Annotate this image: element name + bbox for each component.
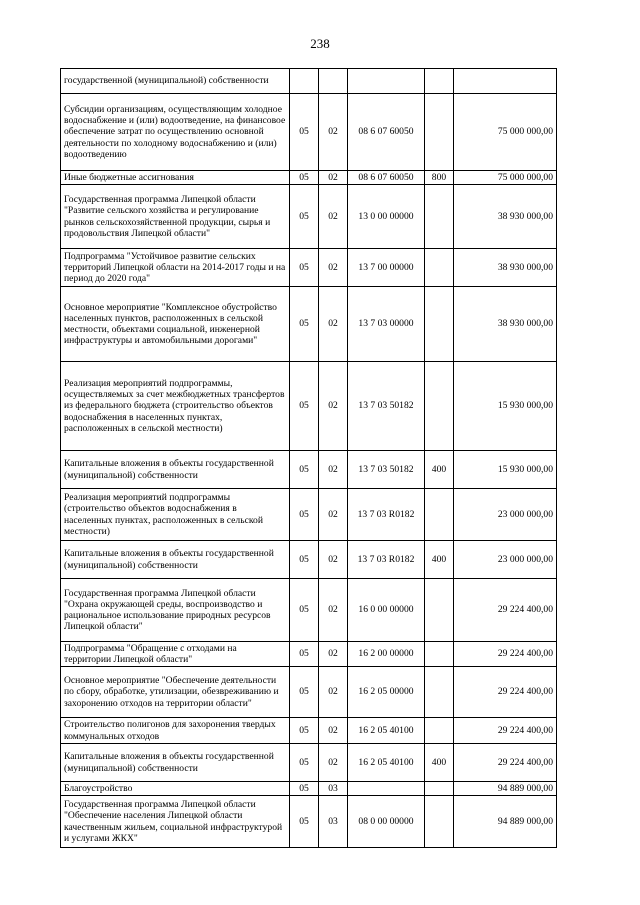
row-pr: 02 xyxy=(319,94,348,171)
row-vr: 400 xyxy=(425,451,454,489)
row-amount: 29 224 400,00 xyxy=(454,667,557,718)
row-name: Субсидии организациям, осуществляющим холодное водоснабжение и (или) водоотведение, на финансовое обеспечение затрат по осуществлению основной деятельности по холодному водоснабжению и (или) водоотведению xyxy=(61,94,290,171)
row-amount: 38 930 000,00 xyxy=(454,249,557,287)
row-vr xyxy=(425,489,454,541)
row-rz: 05 xyxy=(290,451,319,489)
row-csr: 13 7 03 00000 xyxy=(348,287,425,362)
row-pr: 02 xyxy=(319,667,348,718)
row-amount: 29 224 400,00 xyxy=(454,718,557,744)
row-rz: 05 xyxy=(290,249,319,287)
table-row xyxy=(61,489,557,541)
row-csr xyxy=(348,782,425,796)
row-name: Капитальные вложения в объекты государственной (муниципальной) собственности xyxy=(61,541,290,579)
table-row xyxy=(61,642,557,667)
row-rz: 05 xyxy=(290,94,319,171)
table-row xyxy=(61,451,557,489)
row-amount: 23 000 000,00 xyxy=(454,541,557,579)
row-vr: 400 xyxy=(425,744,454,782)
table-row xyxy=(61,362,557,451)
row-name: Строительство полигонов для захоронения твердых коммунальных отходов xyxy=(61,718,290,744)
row-csr: 16 0 00 00000 xyxy=(348,579,425,642)
row-amount: 94 889 000,00 xyxy=(454,782,557,796)
row-vr xyxy=(425,249,454,287)
row-pr: 02 xyxy=(319,362,348,451)
row-amount: 15 930 000,00 xyxy=(454,362,557,451)
table-row xyxy=(61,744,557,782)
row-pr: 02 xyxy=(319,489,348,541)
row-amount xyxy=(454,69,557,94)
row-vr xyxy=(425,185,454,249)
row-pr xyxy=(319,69,348,94)
row-amount: 75 000 000,00 xyxy=(454,94,557,171)
row-name: Благоустройство xyxy=(61,782,290,796)
row-csr: 13 7 03 50182 xyxy=(348,451,425,489)
table-row xyxy=(61,541,557,579)
table-row xyxy=(61,667,557,718)
row-csr: 13 7 03 R0182 xyxy=(348,489,425,541)
row-csr: 13 7 03 R0182 xyxy=(348,541,425,579)
row-name: Подпрограмма "Устойчивое развитие сельских территорий Липецкой области на 2014-2017 годы и на период до 2020 года" xyxy=(61,249,290,287)
table-row xyxy=(61,718,557,744)
row-pr: 02 xyxy=(319,718,348,744)
row-pr: 02 xyxy=(319,171,348,185)
table-row xyxy=(61,185,557,249)
row-vr: 400 xyxy=(425,541,454,579)
row-pr: 03 xyxy=(319,782,348,796)
row-amount: 38 930 000,00 xyxy=(454,185,557,249)
row-pr: 02 xyxy=(319,541,348,579)
row-name: Подпрограмма "Обращение с отходами на территории Липецкой области" xyxy=(61,642,290,667)
row-rz: 05 xyxy=(290,579,319,642)
row-amount: 29 224 400,00 xyxy=(454,579,557,642)
row-name: Капитальные вложения в объекты государственной (муниципальной) собственности xyxy=(61,744,290,782)
row-name: Иные бюджетные ассигнования xyxy=(61,171,290,185)
row-rz: 05 xyxy=(290,185,319,249)
row-csr: 16 2 05 00000 xyxy=(348,667,425,718)
row-csr: 13 0 00 00000 xyxy=(348,185,425,249)
row-vr xyxy=(425,796,454,848)
row-amount: 23 000 000,00 xyxy=(454,489,557,541)
table-row xyxy=(61,579,557,642)
row-rz: 05 xyxy=(290,489,319,541)
row-name: Государственная программа Липецкой области "Охрана окружающей среды, воспроизводство и рациональное использование природных ресурсов Липецкой области" xyxy=(61,579,290,642)
row-csr xyxy=(348,69,425,94)
row-csr: 08 6 07 60050 xyxy=(348,94,425,171)
row-vr xyxy=(425,782,454,796)
row-name: Реализация мероприятий подпрограммы, осуществляемых за счет межбюджетных трансфертов из федерального бюджета (строительство объектов водоснабжения в населенных пунктах, расположенных в сельской местности) xyxy=(61,362,290,451)
row-name: Реализация мероприятий подпрограммы (строительство объектов водоснабжения в населенных пунктах, расположенных в сельской местности) xyxy=(61,489,290,541)
row-amount: 75 000 000,00 xyxy=(454,171,557,185)
row-name: Государственная программа Липецкой области "Развитие сельского хозяйства и регулирование рынков сельскохозяйственной продукции, сырья и продовольствия Липецкой области" xyxy=(61,185,290,249)
row-pr: 03 xyxy=(319,796,348,848)
table-row xyxy=(61,69,557,94)
row-rz: 05 xyxy=(290,642,319,667)
row-amount: 15 930 000,00 xyxy=(454,451,557,489)
row-vr xyxy=(425,94,454,171)
row-amount: 94 889 000,00 xyxy=(454,796,557,848)
row-csr: 16 2 05 40100 xyxy=(348,718,425,744)
row-rz: 05 xyxy=(290,287,319,362)
table-row xyxy=(61,249,557,287)
row-csr: 13 7 03 50182 xyxy=(348,362,425,451)
row-rz: 05 xyxy=(290,718,319,744)
row-name: Основное мероприятие "Комплексное обустройство населенных пунктов, расположенных в сельской местности, объектами социальной, инженерной инфраструктуры и автомобильными дорогами" xyxy=(61,287,290,362)
table-row xyxy=(61,782,557,796)
table-row xyxy=(61,287,557,362)
row-vr xyxy=(425,642,454,667)
row-rz xyxy=(290,69,319,94)
row-vr xyxy=(425,69,454,94)
row-vr xyxy=(425,718,454,744)
row-vr xyxy=(425,287,454,362)
row-pr: 02 xyxy=(319,642,348,667)
row-vr xyxy=(425,362,454,451)
row-name: Капитальные вложения в объекты государственной (муниципальной) собственности xyxy=(61,451,290,489)
row-csr: 13 7 00 00000 xyxy=(348,249,425,287)
row-pr: 02 xyxy=(319,185,348,249)
row-amount: 29 224 400,00 xyxy=(454,744,557,782)
table-row xyxy=(61,796,557,848)
row-csr: 16 2 00 00000 xyxy=(348,642,425,667)
row-csr: 08 6 07 60050 xyxy=(348,171,425,185)
row-rz: 05 xyxy=(290,796,319,848)
row-pr: 02 xyxy=(319,744,348,782)
row-csr: 08 0 00 00000 xyxy=(348,796,425,848)
row-rz: 05 xyxy=(290,782,319,796)
row-name: Государственная программа Липецкой области "Обеспечение населения Липецкой области качественным жильем, социальной инфраструктурой и услугами ЖКХ" xyxy=(61,796,290,848)
row-vr xyxy=(425,579,454,642)
row-rz: 05 xyxy=(290,171,319,185)
row-pr: 02 xyxy=(319,579,348,642)
row-pr: 02 xyxy=(319,249,348,287)
row-vr: 800 xyxy=(425,171,454,185)
row-csr: 16 2 05 40100 xyxy=(348,744,425,782)
row-name: государственной (муниципальной) собственности xyxy=(61,69,290,94)
row-rz: 05 xyxy=(290,744,319,782)
row-amount: 38 930 000,00 xyxy=(454,287,557,362)
row-pr: 02 xyxy=(319,451,348,489)
row-amount: 29 224 400,00 xyxy=(454,642,557,667)
page-number: 238 xyxy=(310,36,330,51)
row-rz: 05 xyxy=(290,667,319,718)
row-rz: 05 xyxy=(290,362,319,451)
row-rz: 05 xyxy=(290,541,319,579)
table-row xyxy=(61,171,557,185)
table-row xyxy=(61,94,557,171)
row-pr: 02 xyxy=(319,287,348,362)
row-vr xyxy=(425,667,454,718)
row-name: Основное мероприятие "Обеспечение деятельности по сбору, обработке, утилизации, обезвреживанию и захоронению отходов на территории области" xyxy=(61,667,290,718)
budget-table xyxy=(60,68,557,848)
